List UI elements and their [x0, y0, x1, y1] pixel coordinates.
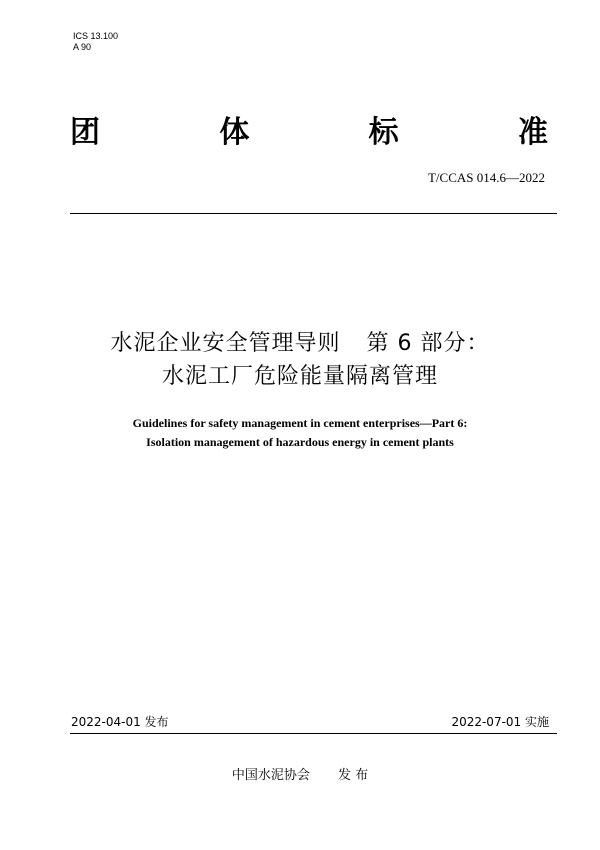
header-divider: [70, 213, 557, 214]
issue-date: 2022-04-01 发布: [71, 715, 169, 729]
implementation-date: 2022-07-01 实施: [451, 715, 549, 729]
chinese-title: [0, 327, 600, 393]
chinese-title-line-2: 水泥工厂危险能量隔离管理: [161, 364, 438, 389]
english-title: [0, 414, 600, 452]
issuing-organization: 中国水泥协会: [231, 768, 310, 783]
ccs-code: A 90: [73, 42, 92, 52]
standard-type-char: 团: [70, 115, 100, 150]
standard-type-char: 体: [219, 115, 250, 150]
standard-number: T/CCAS 014.6—2022: [427, 170, 545, 185]
chinese-title-main: 水泥企业安全管理导则: [110, 331, 341, 356]
standard-type-char: 标: [368, 115, 399, 150]
footer-divider: [70, 733, 557, 734]
issue-action: 发 布: [337, 768, 369, 783]
classification-codes: [73, 31, 118, 53]
standard-type-char: 准: [517, 115, 548, 150]
chinese-title-line-1: [0, 327, 600, 360]
chinese-title-part: 第 6 部分：: [366, 331, 490, 356]
issuer-line: [0, 764, 600, 783]
english-title-line-2: Isolation management of hazardous energy in cement plants: [146, 435, 454, 449]
standard-type-heading: [70, 113, 548, 153]
english-title-line-1: Guidelines for safety management in cement enterprises—Part 6:: [132, 416, 468, 430]
ics-code: ICS 13.100: [73, 31, 119, 41]
